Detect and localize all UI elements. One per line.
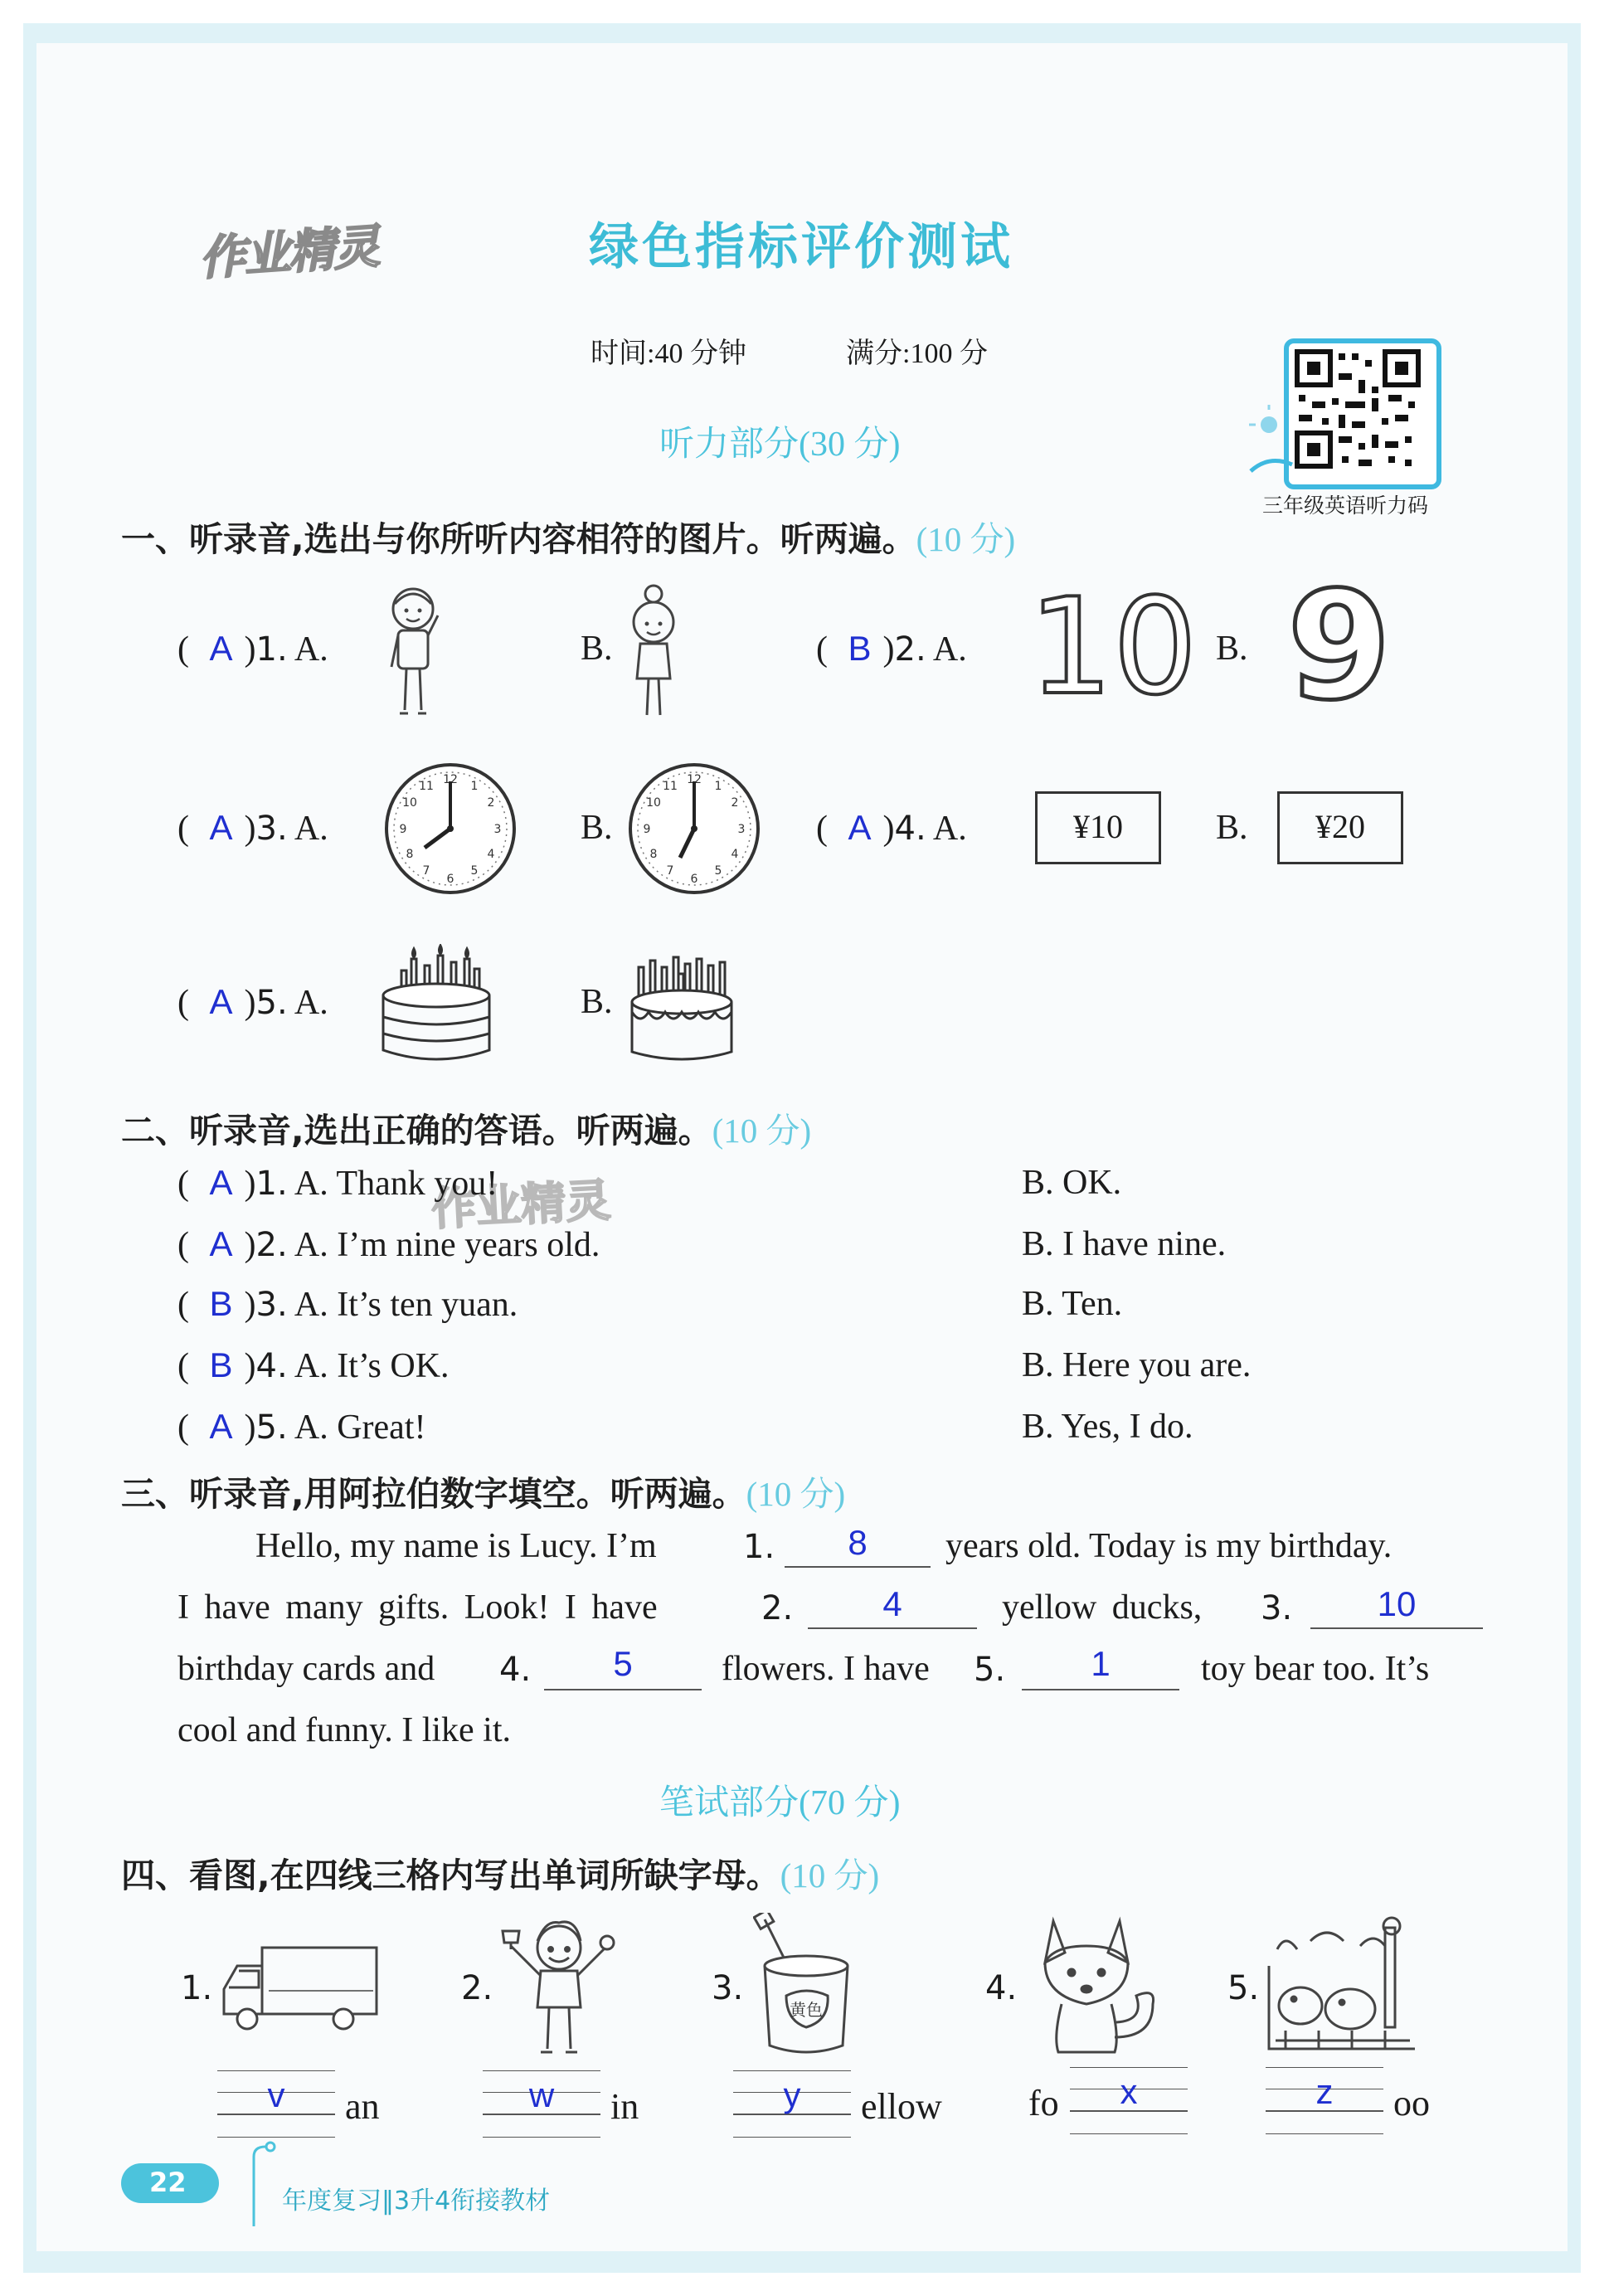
- s1-q1: ( A )1. A.: [177, 629, 328, 669]
- number-10-picture: 10: [1028, 569, 1198, 724]
- s3-num5: 5.: [974, 1651, 1006, 1689]
- svg-text:2: 2: [731, 796, 739, 810]
- word-4-prefix: fo: [1028, 2083, 1059, 2123]
- s3-num1: 1.: [743, 1528, 775, 1566]
- answer: A: [209, 982, 233, 1021]
- footer-bracket: [229, 2140, 279, 2231]
- word-1-suffix: an: [345, 2086, 380, 2127]
- svg-text:3: 3: [737, 823, 746, 836]
- s2-q4-option-b: B. Here you are.: [1022, 1346, 1252, 1384]
- s1-q4: ( A )4. A.: [816, 808, 967, 848]
- svg-text:6: 6: [446, 873, 454, 886]
- grid-4-answer: x: [1120, 2072, 1138, 2111]
- s3-num3: 3.: [1261, 1589, 1293, 1627]
- s3-line4: cool and funny. I like it.: [177, 1711, 512, 1749]
- svg-text:9: 9: [399, 823, 407, 836]
- svg-text:4: 4: [731, 848, 739, 861]
- clock-picture-seven: [627, 761, 761, 896]
- s4-num3: 3.: [712, 1969, 744, 2007]
- section4-title: 四、看图,在四线三格内写出单词所缺字母。(10 分): [121, 1856, 880, 1895]
- s2-q2-option-b: B. I have nine.: [1022, 1225, 1227, 1263]
- price-box-b: ¥20: [1277, 791, 1403, 864]
- listening-points: (30 分): [799, 426, 901, 464]
- paint-bucket-picture: [753, 1913, 861, 2062]
- s3-line3-a: birthday cards and: [177, 1650, 435, 1688]
- blank-3[interactable]: [1310, 1627, 1483, 1629]
- svg-text:12: 12: [443, 773, 458, 786]
- grid-2-answer: w: [528, 2075, 555, 2114]
- blank-4[interactable]: [544, 1689, 702, 1690]
- svg-text:11: 11: [663, 780, 678, 793]
- section1-title: 一、听录音,选出与你所听内容相符的图片。听两遍。(10 分): [121, 519, 1016, 559]
- section2-title: 二、听录音,选出正确的答语。听两遍。(10 分): [121, 1111, 812, 1150]
- s3-line2-a: I have many gifts. Look! I have: [177, 1588, 658, 1627]
- bulb-icon: [1244, 405, 1294, 479]
- svg-text:1: 1: [470, 780, 479, 793]
- answer: A: [209, 808, 233, 847]
- s4-num5: 5.: [1227, 1969, 1260, 2007]
- time-label: 时间:40 分钟: [591, 338, 746, 369]
- score-label: 满分:100 分: [846, 338, 988, 369]
- svg-text:10: 10: [646, 796, 661, 810]
- word-3-suffix: ellow: [861, 2086, 942, 2127]
- s2-q1-option-b: B. OK.: [1022, 1164, 1122, 1202]
- fox-picture: [1028, 1913, 1161, 2057]
- s2-q1: ( A )1. A. Thank you!: [177, 1163, 498, 1203]
- s2-q4: ( B )4. A. It’s OK.: [177, 1345, 450, 1385]
- s2-q5: ( A )5. A. Great!: [177, 1407, 426, 1447]
- footer-text: 年度复习‖3升4衔接教材: [282, 2187, 551, 2216]
- blank-3-answer: 10: [1377, 1584, 1417, 1623]
- answer: A: [848, 808, 872, 847]
- blank-5[interactable]: [1022, 1689, 1179, 1690]
- grid-1-answer: v: [267, 2075, 285, 2114]
- page-number: 22: [149, 2167, 187, 2198]
- s1-q5-b-label: B.: [581, 983, 613, 1021]
- blank-4-answer: 5: [613, 1644, 633, 1683]
- s1-q2-b-label: B.: [1216, 630, 1248, 668]
- blank-5-answer: 1: [1091, 1644, 1111, 1683]
- blank-1[interactable]: [785, 1566, 931, 1568]
- four-line-grid-3[interactable]: [733, 2070, 851, 2142]
- cake-picture-seven-candles: [378, 944, 494, 1065]
- s2-q5-option-b: B. Yes, I do.: [1022, 1408, 1193, 1446]
- word-5-suffix: oo: [1393, 2083, 1430, 2123]
- girl-picture: [620, 581, 687, 723]
- s3-line2-b: yellow ducks,: [1002, 1588, 1203, 1627]
- svg-text:8: 8: [406, 848, 414, 861]
- svg-text:8: 8: [649, 848, 658, 861]
- svg-text:11: 11: [419, 780, 434, 793]
- s1-q1-b-label: B.: [581, 630, 613, 668]
- price-box-a: ¥10: [1035, 791, 1161, 864]
- answer: A: [209, 629, 233, 668]
- s4-num4: 4.: [985, 1969, 1018, 2007]
- word-2-suffix: in: [610, 2086, 639, 2127]
- van-picture: [219, 1941, 382, 2036]
- blank-2-answer: 4: [882, 1584, 902, 1623]
- boy-picture: [380, 581, 446, 722]
- s3-num4: 4.: [499, 1651, 532, 1689]
- number-9-picture: 9: [1287, 560, 1392, 733]
- qr-caption: 三年级英语听力码: [1262, 494, 1429, 518]
- svg-text:7: 7: [422, 864, 430, 878]
- svg-text:5: 5: [714, 864, 722, 878]
- logo: 作业精灵: [197, 220, 381, 287]
- paint-label: 黄色: [790, 2000, 823, 2020]
- svg-text:1: 1: [714, 780, 722, 793]
- svg-text:2: 2: [487, 796, 495, 810]
- listening-heading: [659, 416, 901, 466]
- answer: B: [848, 629, 872, 668]
- s1-q2: ( B )2. A.: [816, 629, 967, 669]
- grid-5-answer: z: [1315, 2072, 1334, 2111]
- zoo-picture: [1261, 1916, 1423, 2057]
- section3-title: 三、听录音,用阿拉伯数字填空。听两遍。(10 分): [121, 1474, 846, 1514]
- blank-2[interactable]: [808, 1627, 977, 1629]
- s3-num2: 2.: [761, 1589, 794, 1627]
- svg-text:12: 12: [687, 773, 702, 786]
- s1-q4-b-label: B.: [1216, 809, 1248, 847]
- grid-3-answer: y: [783, 2075, 801, 2114]
- svg-text:7: 7: [666, 864, 674, 878]
- svg-text:6: 6: [690, 873, 698, 886]
- writing-heading: [659, 1775, 901, 1825]
- s4-num2: 2.: [461, 1969, 493, 2007]
- s3-line1-a: Hello, my name is Lucy. I’m: [255, 1527, 657, 1565]
- s1-q5: ( A )5. A.: [177, 982, 328, 1022]
- s1-q3-b-label: B.: [581, 809, 613, 847]
- s2-q3: ( B )3. A. It’s ten yuan.: [177, 1284, 518, 1324]
- cake-picture-nine-candles: [627, 944, 736, 1065]
- qr-code[interactable]: [1284, 338, 1441, 489]
- listening-title: 听力部分: [659, 423, 800, 464]
- writing-points: (70 分): [799, 1784, 901, 1822]
- writing-title: 笔试部分: [659, 1782, 800, 1822]
- svg-text:5: 5: [470, 864, 479, 878]
- four-line-grid-1[interactable]: [217, 2070, 335, 2142]
- svg-text:10: 10: [402, 796, 417, 810]
- four-line-grid-5[interactable]: [1266, 2067, 1383, 2138]
- svg-text:3: 3: [493, 823, 502, 836]
- winner-boy-picture: [496, 1913, 620, 2062]
- watermark: 作业精灵: [430, 1174, 612, 1236]
- s3-line3-b: flowers. I have: [722, 1650, 930, 1688]
- s3-line3-c: toy bear too. It’s: [1201, 1650, 1430, 1688]
- page-title: 绿色指标评价测试: [589, 218, 1013, 276]
- s1-q3: ( A )3. A.: [177, 808, 328, 848]
- s3-line1-b: years old. Today is my birthday.: [945, 1527, 1393, 1565]
- blank-1-answer: 8: [848, 1523, 868, 1562]
- s2-q3-option-b: B. Ten.: [1022, 1285, 1123, 1323]
- s4-num1: 1.: [181, 1969, 213, 2007]
- svg-text:9: 9: [643, 823, 651, 836]
- s2-q2: ( A )2. A. I’m nine years old.: [177, 1224, 600, 1264]
- clock-picture-eight: [383, 761, 518, 896]
- four-line-grid-2[interactable]: [483, 2070, 600, 2142]
- four-line-grid-4[interactable]: [1070, 2067, 1188, 2138]
- svg-text:4: 4: [487, 848, 495, 861]
